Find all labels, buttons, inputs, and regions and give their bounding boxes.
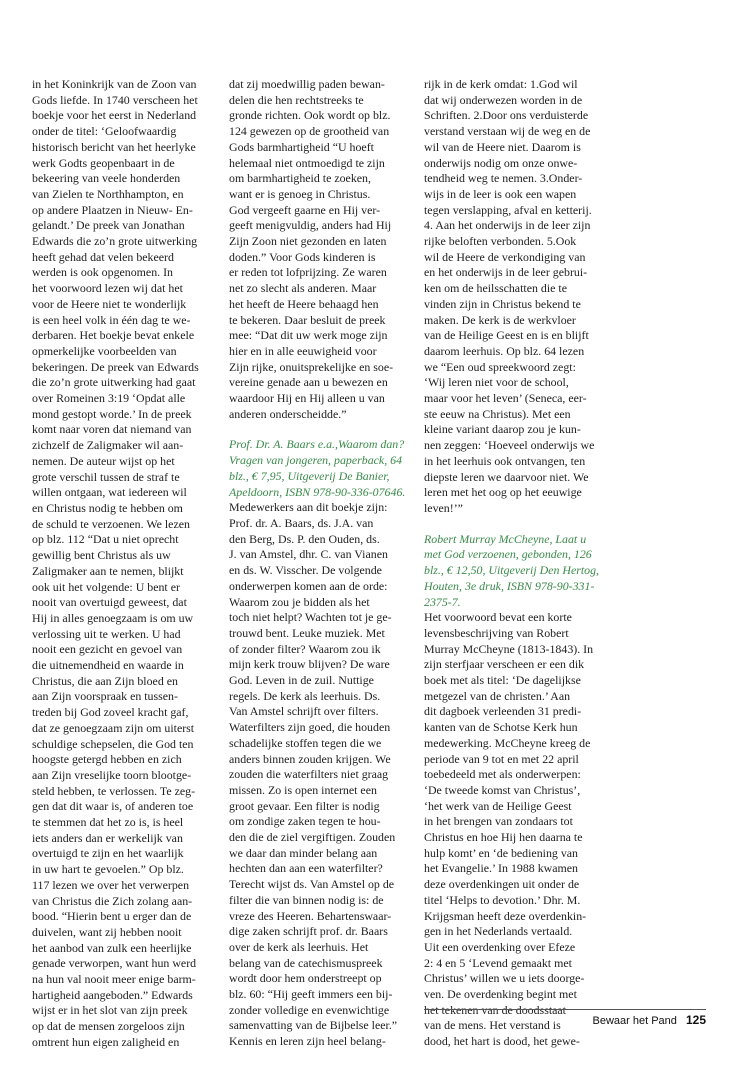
text-line: en ds. W. Visscher. De volgende — [229, 563, 382, 578]
text-line: 4. Aan het onderwijs in de leer zijn — [424, 218, 591, 233]
text-line: die uitnemendheid en waarde in — [32, 658, 184, 673]
text-line: Prof. dr. A. Baars, ds. J.A. van — [229, 515, 374, 530]
text-line: mond gestopt worde.’ In de preek — [32, 406, 192, 421]
text-line: Kennis en leren zijn heel belang- — [229, 1034, 386, 1049]
text-line: treden bij God zoveel kracht gaf, — [32, 705, 189, 720]
text-line: leren met het oog op het eeuwige — [424, 485, 582, 500]
text-line: Zijn Zoon niet gezonden en laten — [229, 234, 387, 249]
text-line: nen zeggen: ‘Hoeveel onderwijs we — [424, 438, 595, 453]
text-line: nemen. De auteur wijst op het — [32, 453, 175, 468]
text-line: ‘het werk van de Heilige Geest — [424, 798, 572, 813]
text-line: Waterfilters zijn goed, die houden — [229, 720, 391, 735]
book-citation-line: blz., € 12,50, Uitgeverij Den Hertog, — [424, 563, 600, 578]
text-line: waardoor Hij en Hij alleen u van — [229, 391, 385, 406]
magazine-name: Bewaar het Pand — [592, 1015, 677, 1027]
book-citation-line: 2375-7. — [424, 594, 461, 609]
text-line: anders binnen zouden krijgen. We — [229, 751, 391, 766]
book-citation-line: Prof. Dr. A. Baars e.a.,Waarom dan? — [229, 437, 405, 452]
text-line: Christus’ willen we u iets doorge- — [424, 971, 585, 986]
text-line: in het Koninkrijk van de Zoon van — [32, 77, 197, 91]
text-line: het aanbod van zulk een heerlijke — [32, 940, 192, 955]
text-line: missen. Zo is open internet een — [229, 782, 377, 797]
text-line: overtuigd te zijn en het waarlijk — [32, 846, 184, 861]
text-line: vereine genade aan u bewezen en — [229, 375, 388, 390]
text-line: kanten van de Schotse Kerk hun — [424, 720, 578, 735]
text-line: ook uit het volgende: U bent er — [32, 579, 180, 594]
text-line: derbaren. Het boekje bevat enkele — [32, 328, 195, 343]
text-line: genade verworpen, want hun werd — [32, 956, 197, 971]
text-line: dood, het hart is dood, het gewe- — [424, 1034, 580, 1049]
text-line: mijn kerk trouw blijven? De ware — [229, 657, 390, 672]
text-line: gelandt.’ De preek van Jonathan — [32, 218, 185, 233]
text-line: in het leerhuis ook ontvangen, ten — [424, 453, 586, 468]
text-line: grote verschil tussen de straf te — [32, 469, 180, 484]
text-line: delen die hen rechtstreeks te — [229, 92, 364, 107]
text-line: periode van 9 tot en met 22 april — [424, 751, 579, 766]
text-line: boek met als titel: ‘De dagelijkse — [424, 673, 581, 688]
text-line: voor de Heere niet te wonderlijk — [32, 296, 187, 311]
text-line: ‘Wij leren niet voor de school, — [424, 375, 569, 390]
text-line: vreze des Heeren. Behartenswaar- — [229, 908, 392, 923]
text-line: vinden zijn in Christus bekend te — [424, 296, 581, 311]
text-line: Zijn rijke, onuitsprekelijke en soe- — [229, 359, 394, 374]
text-line: wil de Heere de verkondiging van — [424, 249, 586, 264]
text-line: het Evangelie.’ In 1988 kwamen — [424, 861, 578, 876]
text-line: op andere Plaatzen in Nieuw- En- — [32, 202, 193, 217]
text-line: wijst er in het slot van zijn preek — [32, 1003, 188, 1018]
book-citation-line: Vragen van jongeren, paperback, 64 — [229, 453, 403, 468]
text-line: maken. De kerk is de werkvloer — [424, 312, 576, 327]
text-line: God vergeeft gaarne en Hij ver- — [229, 202, 381, 217]
text-line: hier en in alle eeuwigheid voor — [229, 343, 377, 358]
text-line: de schuld te verzoenen. We lezen — [32, 516, 190, 531]
text-line: geeft menigvuldig, anders had Hij — [229, 218, 392, 233]
text-line: Waarom zou je bidden als het — [229, 594, 370, 609]
text-line: den die de ziel vergiftigen. Zouden — [229, 830, 396, 845]
text-line: anderen onderscheidde.” — [229, 406, 347, 421]
text-line: op blz. 112 “Dat u niet oprecht — [32, 532, 179, 547]
text-line: te bekeren. Daar besluit de preek — [229, 312, 386, 327]
text-line: wil van de Heere niet. Daarom is — [424, 139, 581, 154]
text-line: het tekenen van de doodsstaat — [424, 1002, 566, 1017]
text-line: zonder volledige en evenwichtige — [229, 1002, 390, 1017]
book-citation-line: Houten, 3e druk, ISBN 978-90-331- — [424, 578, 595, 593]
text-line: rijk in de kerk omdat: 1.God wil — [424, 77, 578, 91]
text-line: om barmhartigheid te zoeken, — [229, 171, 371, 186]
text-line: belang van de catechismuspreek — [229, 955, 383, 970]
text-line: zouden die waterfilters niet graag — [229, 767, 389, 782]
text-line: om zondige zaken tegen te hou- — [229, 814, 381, 829]
paragraph-gap — [424, 517, 606, 532]
text-line: we daar dan minder belang aan — [229, 845, 378, 860]
text-line: Terecht wijst ds. Van Amstel op de — [229, 877, 395, 892]
text-line: van de Heilige Geest en is en blijft — [424, 328, 589, 343]
text-line: helemaal niet ontmoedigd te zijn — [229, 155, 385, 170]
footer-rule — [424, 1009, 706, 1010]
text-line: filter die van binnen nodig is: de — [229, 892, 384, 907]
text-line: bekeringen. De preek van Edwards — [32, 359, 199, 374]
text-line: kleine variant daarop zou je kun- — [424, 422, 581, 437]
text-line: hechten dan aan een waterfilter? — [229, 861, 383, 876]
text-line: komt naar voren dat niemand van — [32, 422, 192, 437]
text-line: en Christus nodig te hebben om — [32, 500, 183, 515]
text-line: J. van Amstel, dhr. C. van Vianen — [229, 547, 388, 562]
text-line: dige zaken schrijft prof. dr. Baars — [229, 924, 388, 939]
text-line: medewerking. McCheyne kreeg de — [424, 735, 591, 750]
text-line: willen ontgaan, wat iedereen wil — [32, 485, 187, 500]
text-line: nooit van overtuigd geweest, dat — [32, 595, 187, 610]
text-line: opmerkelijke voorbeelden van — [32, 343, 177, 358]
text-line: Medewerkers aan dit boekje zijn: — [229, 500, 388, 515]
text-column-2 — [229, 77, 411, 1050]
text-line: die zo’n grote uitwerking had gaat — [32, 375, 196, 390]
text-line: iets anders dan er werkelijk van — [32, 830, 183, 845]
text-line: onder de titel: ‘Geloofwaardig — [32, 124, 177, 139]
text-line: boekje voor het eerst in Nederland — [32, 108, 197, 123]
text-line: verstand verstaan wij de weg en de — [424, 124, 591, 139]
text-line: onderwijs nodig om onze onwe- — [424, 155, 578, 170]
text-line: het voorwoord lezen wij dat het — [32, 281, 183, 296]
text-line: over de kerk als leerhuis. Het — [229, 939, 369, 954]
text-line: wordt door hem onderstreept op — [229, 971, 382, 986]
text-line: Gods barmhartigheid “U hoeft — [229, 139, 374, 154]
text-line: in uw hart te gevoelen.” Op blz. — [32, 862, 184, 877]
text-line: dat wij onderwezen worden in de — [424, 92, 583, 107]
text-line: mee: “Dat dit uw werk moge zijn — [229, 328, 388, 343]
text-line: Uit een overdenking over Efeze — [424, 939, 576, 954]
text-line: te stemmen dat het zo is, is heel — [32, 815, 184, 830]
book-citation-line: Apeldoorn, ISBN 978-90-336-07646. — [229, 484, 406, 499]
text-line: doden.” Voor Gods kinderen is — [229, 249, 376, 264]
text-line: ven. De overdenking begint met — [424, 987, 577, 1002]
text-column-3 — [424, 77, 606, 1050]
text-line: toebedeeld met als onderwerpen: — [424, 767, 581, 782]
text-line: bood. “Hierin bent u erger dan de — [32, 909, 192, 924]
text-line: hoogste getergd hebben en zich — [32, 752, 182, 767]
text-line: Christus, die aan Zijn bloed en — [32, 673, 178, 688]
text-line: Van Amstel schrijft over filters. — [229, 704, 379, 719]
text-line: groot gevaar. Een filter is nodig — [229, 798, 380, 813]
book-citation-line: met God verzoenen, gebonden, 126 — [424, 547, 592, 562]
text-line: blz. 60: “Hij geeft immers een bij- — [229, 987, 393, 1002]
text-line: van Christus die Zich zolang aan- — [32, 893, 193, 908]
text-line: het heeft de Heere behaagd hen — [229, 296, 379, 311]
text-line: 2: 4 en 5 ‘Levend gemaakt met — [424, 955, 572, 970]
text-line: werden is ook opgenomen. In — [32, 265, 174, 280]
text-line: trouwd bent. Leuke muziek. Met — [229, 625, 385, 640]
text-line: Krijgsman heeft deze overdenkin- — [424, 908, 587, 923]
text-line: dat ze genoegzaam zijn om uiterst — [32, 720, 195, 735]
text-line: regels. De kerk als leerhuis. Ds. — [229, 688, 381, 703]
text-line: van Zielen te Northhampton, en — [32, 186, 184, 201]
text-line: rijke beloften verbonden. 5.Ook — [424, 234, 577, 249]
text-line: Gods liefde. In 1740 verscheen het — [32, 92, 198, 107]
text-line: historisch bericht van het heerlyke — [32, 139, 196, 154]
text-line: ste eeuw na Christus). Met een — [424, 406, 571, 421]
paragraph-gap — [229, 422, 411, 437]
text-line: ‘De tweede komst van Christus’, — [424, 782, 581, 797]
text-line: levensbeschrijving van Robert — [424, 625, 569, 640]
text-line: gronde richten. Ook wordt op blz. — [229, 108, 391, 123]
text-line: net zo slecht als anderen. Maar — [229, 281, 377, 296]
text-line: steld hebben, te verlossen. Te zeg- — [32, 783, 196, 798]
text-line: Edwards die zo’n grote uitwerking — [32, 234, 198, 249]
text-line: God. Leven in de zuil. Nuttige — [229, 673, 374, 688]
text-line: den Berg, Ds. P. den Ouden, ds. — [229, 531, 380, 546]
page-footer — [593, 1013, 706, 1027]
text-line: hulp komt’ en ‘de bediening van — [424, 845, 578, 860]
text-line: aan Zijn vreselijke toorn blootge- — [32, 767, 192, 782]
text-line: toch niet helpt? Wachten tot je ge- — [229, 610, 392, 625]
text-line: dit dagboek verleenden 31 predi- — [424, 704, 582, 719]
text-line: tendheid weg te nemen. 3.Onder- — [424, 171, 583, 186]
text-line: hartigheid aangeboden.” Edwards — [32, 987, 193, 1002]
text-line: onderwerpen komen aan de orde: — [229, 578, 388, 593]
text-line: en het onderwijs in de leer gebrui- — [424, 265, 588, 280]
text-line: over Romeinen 3:19 ‘Opdat alle — [32, 391, 186, 406]
text-line: zijn sterfjaar verscheen er een dik — [424, 657, 585, 672]
text-line: samenvatting van de Bijbelse leer.” — [229, 1018, 398, 1033]
text-line: Hij in alles genoegzaam is om uw — [32, 610, 194, 625]
text-line: nooit een gezicht en gevoel van — [32, 642, 183, 657]
text-line: zichzelf de Zaligmaker wil aan- — [32, 438, 184, 453]
text-line: aan Zijn voorspraak en tussen- — [32, 689, 178, 704]
page-number: 125 — [685, 1013, 706, 1027]
text-line: Zaligmaker aan te nemen, blijkt — [32, 563, 184, 578]
text-line: ken om de heilsschatten die te — [424, 281, 567, 296]
text-line: leven!’” — [424, 500, 463, 515]
text-line: verlossing uit te werken. U had — [32, 626, 181, 641]
text-line: 124 gewezen op de grootheid van — [229, 124, 390, 139]
text-line: op dat de mensen zorgeloos zijn — [32, 1019, 185, 1034]
text-line: Schriften. 2.Door ons verduisterde — [424, 108, 589, 123]
text-line: Het voorwoord bevat een korte — [424, 610, 572, 625]
text-line: gen in het Nederlands vertaald. — [424, 924, 573, 939]
text-line: werk Godts geopenbaart in de — [32, 155, 175, 170]
text-line: van de mens. Het verstand is — [424, 1018, 561, 1033]
text-line: duivelen, want zij hebben nooit — [32, 924, 182, 939]
text-line: gen dat dit waar is, of anderen toe — [32, 799, 194, 814]
text-line: Christus en hoe Hij hen daarna te — [424, 830, 583, 845]
text-line: is een heel volk in één dag te we- — [32, 312, 191, 327]
text-line: heeft gehad dat velen bekeerd — [32, 249, 174, 264]
text-line: bekeering van veele honderden — [32, 171, 181, 186]
text-line: in het brengen van zondaars tot — [424, 814, 573, 829]
text-column-1 — [32, 77, 214, 1051]
text-line: want er is genoeg in Christus. — [229, 186, 371, 201]
text-line: tegen verslapping, afval en ketterij. — [424, 202, 592, 217]
text-line: dat zij moedwillig paden bewan- — [229, 77, 385, 91]
text-line: deze overdenkingen uit onder de — [424, 877, 580, 892]
text-line: titel ‘Helps to devotion.’ Dhr. M. — [424, 892, 581, 907]
text-line: schuldige schepselen, die God ten — [32, 736, 194, 751]
text-line: maar voor het leven’ (Seneca, eer- — [424, 391, 587, 406]
text-line: wijs in de leer is ook een wapen — [424, 186, 577, 201]
text-line: gewillig bent Christus als uw — [32, 548, 171, 563]
text-line: er reden tot lofprijzing. Ze waren — [229, 265, 387, 280]
text-line: diepste leren we daarvoor niet. We — [424, 469, 589, 484]
book-citation-line: Robert Murray McCheyne, Laat u — [424, 531, 587, 546]
text-line: we “Een oud spreekwoord zegt: — [424, 359, 576, 374]
text-line: na hun val nooit meer enige barm- — [32, 972, 196, 987]
text-line: 117 lezen we over het verwerpen — [32, 877, 190, 892]
book-citation-line: blz., € 7,95, Uitgeverij De Banier, — [229, 468, 390, 483]
text-line: omtrent hun eigen zaligheid en — [32, 1034, 180, 1049]
text-line: metgezel van de christen.’ Aan — [424, 688, 571, 703]
text-line: of zonder filter? Waarom zou ik — [229, 641, 381, 656]
text-line: schadelijke stoffen tegen die we — [229, 735, 382, 750]
text-line: daarom leerhuis. Op blz. 64 lezen — [424, 343, 585, 358]
text-line: Murray McCheyne (1813-1843). In — [424, 641, 594, 656]
